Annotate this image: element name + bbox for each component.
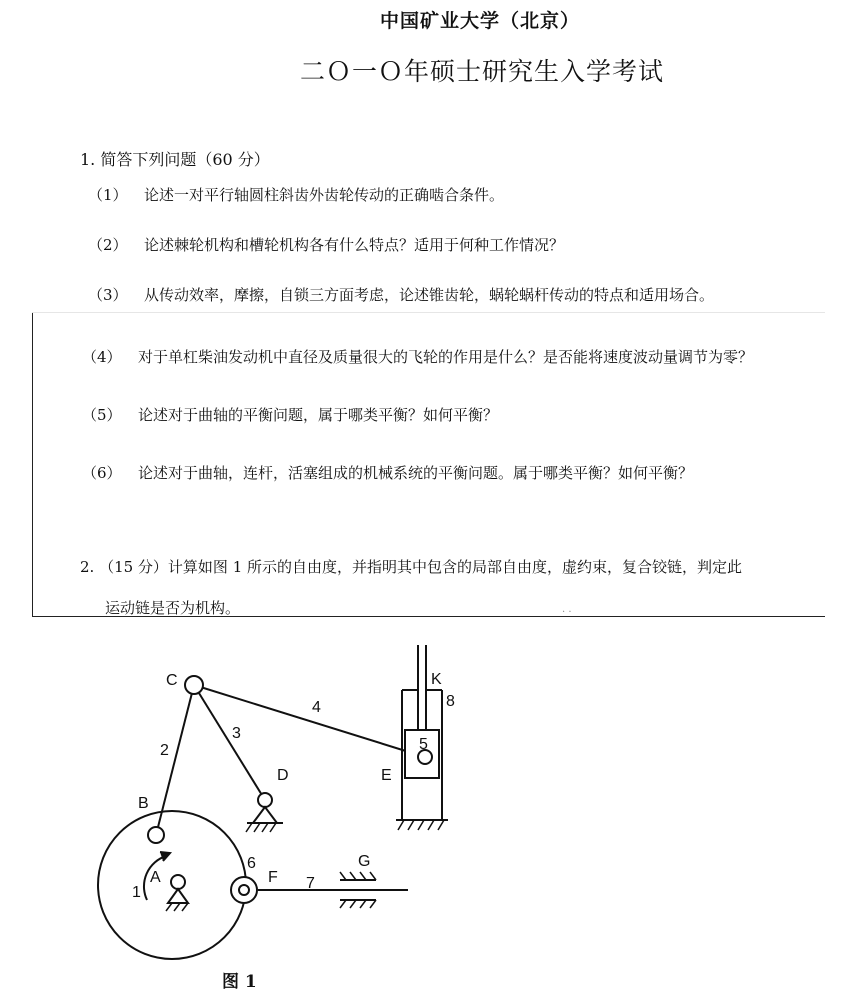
label-6: 6 — [247, 855, 256, 872]
support-a — [168, 889, 188, 903]
question-text: 论述一对平行轴圆柱斜齿外齿轮传动的正确啮合条件。 — [144, 186, 505, 204]
joint-d — [258, 793, 272, 807]
question-text: 论述对于曲轴，连杆，活塞组成的机械系统的平衡问题。属于哪类平衡？如何平衡？ — [138, 464, 694, 482]
question-number: （5） — [82, 406, 122, 424]
scan-dots: . . — [562, 604, 572, 615]
section1-heading: 1. 简答下列问题（60 分） — [80, 150, 270, 169]
question-number: （3） — [88, 286, 128, 304]
link-3 — [194, 685, 265, 800]
link-4 — [194, 685, 425, 757]
label-g: G — [358, 853, 371, 870]
label-f: F — [268, 869, 278, 886]
label-a: A — [150, 869, 161, 886]
label-7: 7 — [306, 875, 315, 892]
support-d — [253, 807, 277, 823]
question-text: 论述对于曲轴的平衡问题，属于哪类平衡？如何平衡？ — [138, 406, 499, 424]
section2-line2: 运动链是否为机构。 — [105, 599, 241, 617]
label-d: D — [277, 767, 289, 784]
label-e: E — [381, 767, 392, 784]
rotation-arrow-head — [160, 852, 170, 861]
question-number: （6） — [82, 464, 122, 482]
label-b: B — [138, 795, 149, 812]
university-name: 中国矿业大学（北京） — [380, 10, 581, 32]
label-1: 1 — [132, 884, 141, 901]
label-4: 4 — [312, 699, 321, 716]
label-c: C — [166, 672, 178, 689]
question-text: 论述棘轮机构和槽轮机构各有什么特点？适用于何种工作情况？ — [144, 236, 565, 254]
label-k: K — [431, 671, 442, 688]
label-5: 5 — [419, 736, 428, 753]
question-number: （2） — [88, 236, 128, 254]
question-text: 对于单杠柴油发动机中直径及质量很大的飞轮的作用是什么？是否能将速度波动量调节为零？ — [138, 348, 754, 366]
question-number: （1） — [88, 186, 128, 204]
joint-c — [185, 676, 203, 694]
joint-b — [148, 827, 164, 843]
pivot-a — [171, 875, 185, 889]
question-number: （4） — [82, 348, 122, 366]
section2-line1: 2. （15 分）计算如图 1 所示的自由度，并指明其中包含的局部自由度，虚约束，复合铰链，判定此 — [80, 558, 743, 576]
exam-title: 二Ｏ一Ｏ年硕士研究生入学考试 — [300, 57, 665, 86]
label-8: 8 — [446, 693, 455, 710]
label-2: 2 — [160, 742, 169, 759]
roller-6 — [231, 877, 257, 903]
figure-caption: 图 1 — [222, 972, 257, 992]
label-3: 3 — [232, 725, 241, 742]
question-text: 从传动效率，摩擦，自锁三方面考虑，论述锥齿轮，蜗轮蜗杆传动的特点和适用场合。 — [144, 286, 715, 304]
